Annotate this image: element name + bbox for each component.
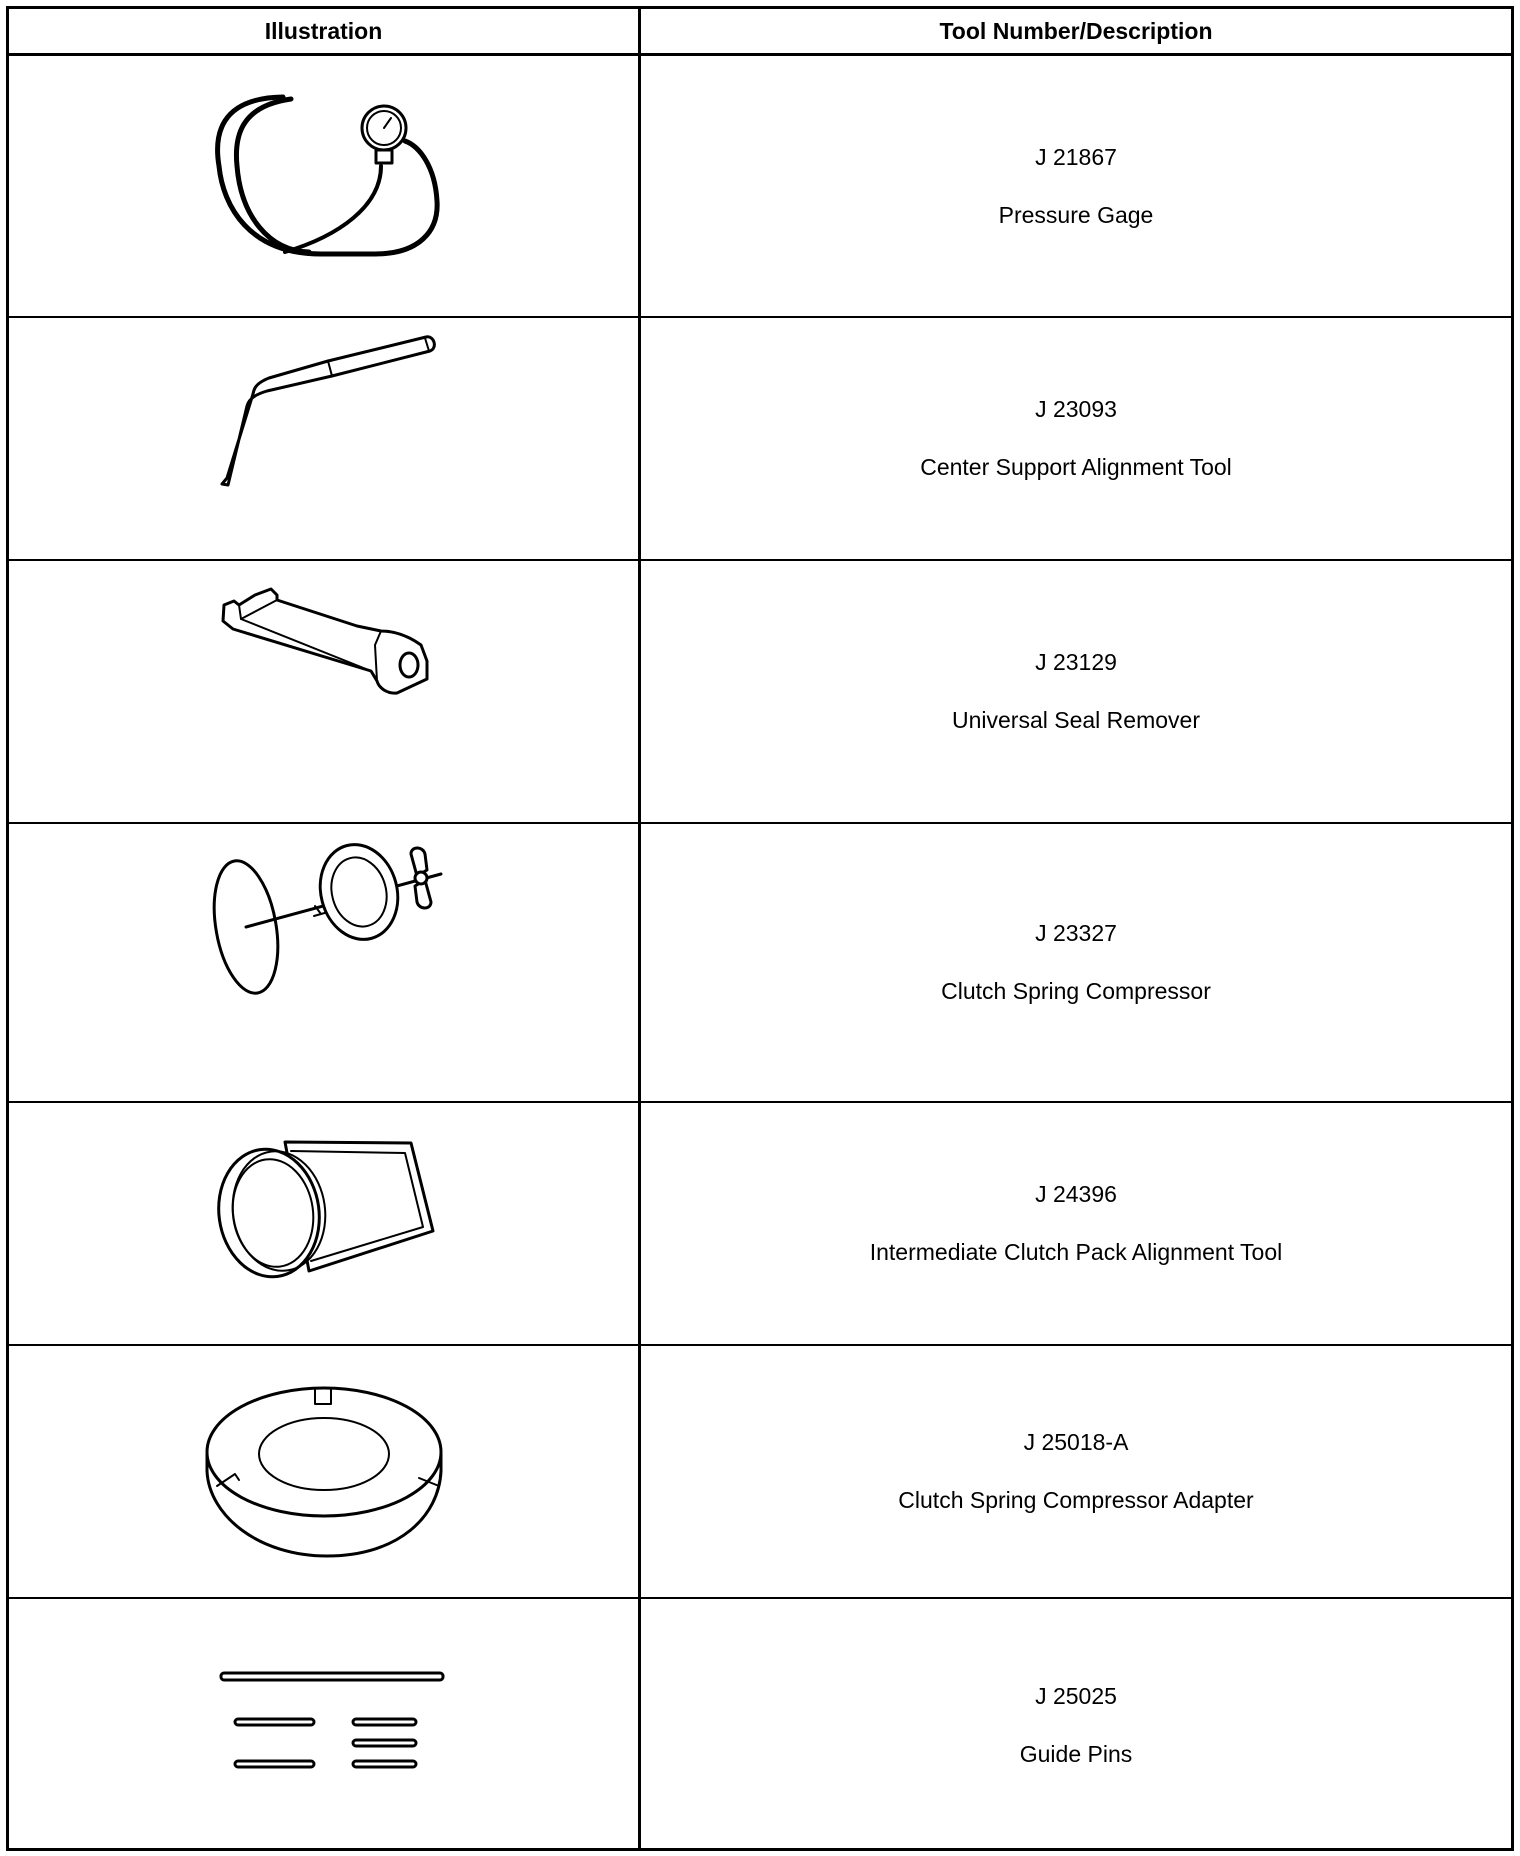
tool-number: J 23129 (1035, 649, 1117, 675)
tool-number: J 21867 (1035, 143, 1117, 170)
table-row (9, 56, 1511, 316)
tool-description-cell (641, 56, 1511, 316)
guide-pins-icon (9, 1599, 638, 1851)
tool-table (6, 6, 1514, 1851)
illustration-cell (9, 1599, 638, 1851)
tool-number: J 23093 (1035, 396, 1117, 422)
tool-number: J 25018-A (1023, 1429, 1129, 1455)
tool-description-cell (641, 1599, 1511, 1851)
tool-description-cell (641, 318, 1511, 559)
illustration-cell (9, 561, 638, 822)
illustration-cell (9, 1346, 638, 1597)
tool-description: Clutch Spring Compressor Adapter (898, 1487, 1254, 1513)
tool-number: J 23327 (1035, 920, 1117, 946)
table-row (9, 1346, 1511, 1597)
header-illustration: Illustration (264, 17, 383, 44)
illustration-cell (9, 318, 638, 559)
compressor-adapter-icon (9, 1346, 638, 1597)
table-row (9, 318, 1511, 559)
tool-description: Pressure Gage (998, 201, 1154, 228)
illustration-cell (9, 824, 638, 1101)
tool-description: Center Support Alignment Tool (920, 454, 1232, 480)
table-row (9, 1103, 1511, 1344)
table-row (9, 561, 1511, 822)
illustration-cell (9, 56, 638, 316)
illustration-cell (9, 1103, 638, 1344)
tool-description-cell (641, 824, 1511, 1101)
clutch-pack-tool-icon (9, 1103, 638, 1344)
tool-description: Universal Seal Remover (952, 707, 1200, 733)
tool-number: J 24396 (1035, 1181, 1117, 1207)
seal-remover-icon (9, 561, 638, 822)
tool-description-cell (641, 561, 1511, 822)
tool-description-cell (641, 1103, 1511, 1344)
pressure-gage-icon (9, 56, 638, 316)
table-row (9, 824, 1511, 1101)
tool-description: Guide Pins (1019, 1740, 1133, 1767)
table-row (9, 1599, 1511, 1851)
tool-description-cell (641, 1346, 1511, 1597)
alignment-tool-icon (9, 318, 638, 559)
header-tool-description: Tool Number/Description (939, 17, 1213, 44)
tool-description: Clutch Spring Compressor (941, 978, 1211, 1004)
spring-compressor-icon (9, 824, 638, 1101)
tool-description: Intermediate Clutch Pack Alignment Tool (869, 1239, 1283, 1265)
tool-number: J 25025 (1035, 1682, 1117, 1709)
